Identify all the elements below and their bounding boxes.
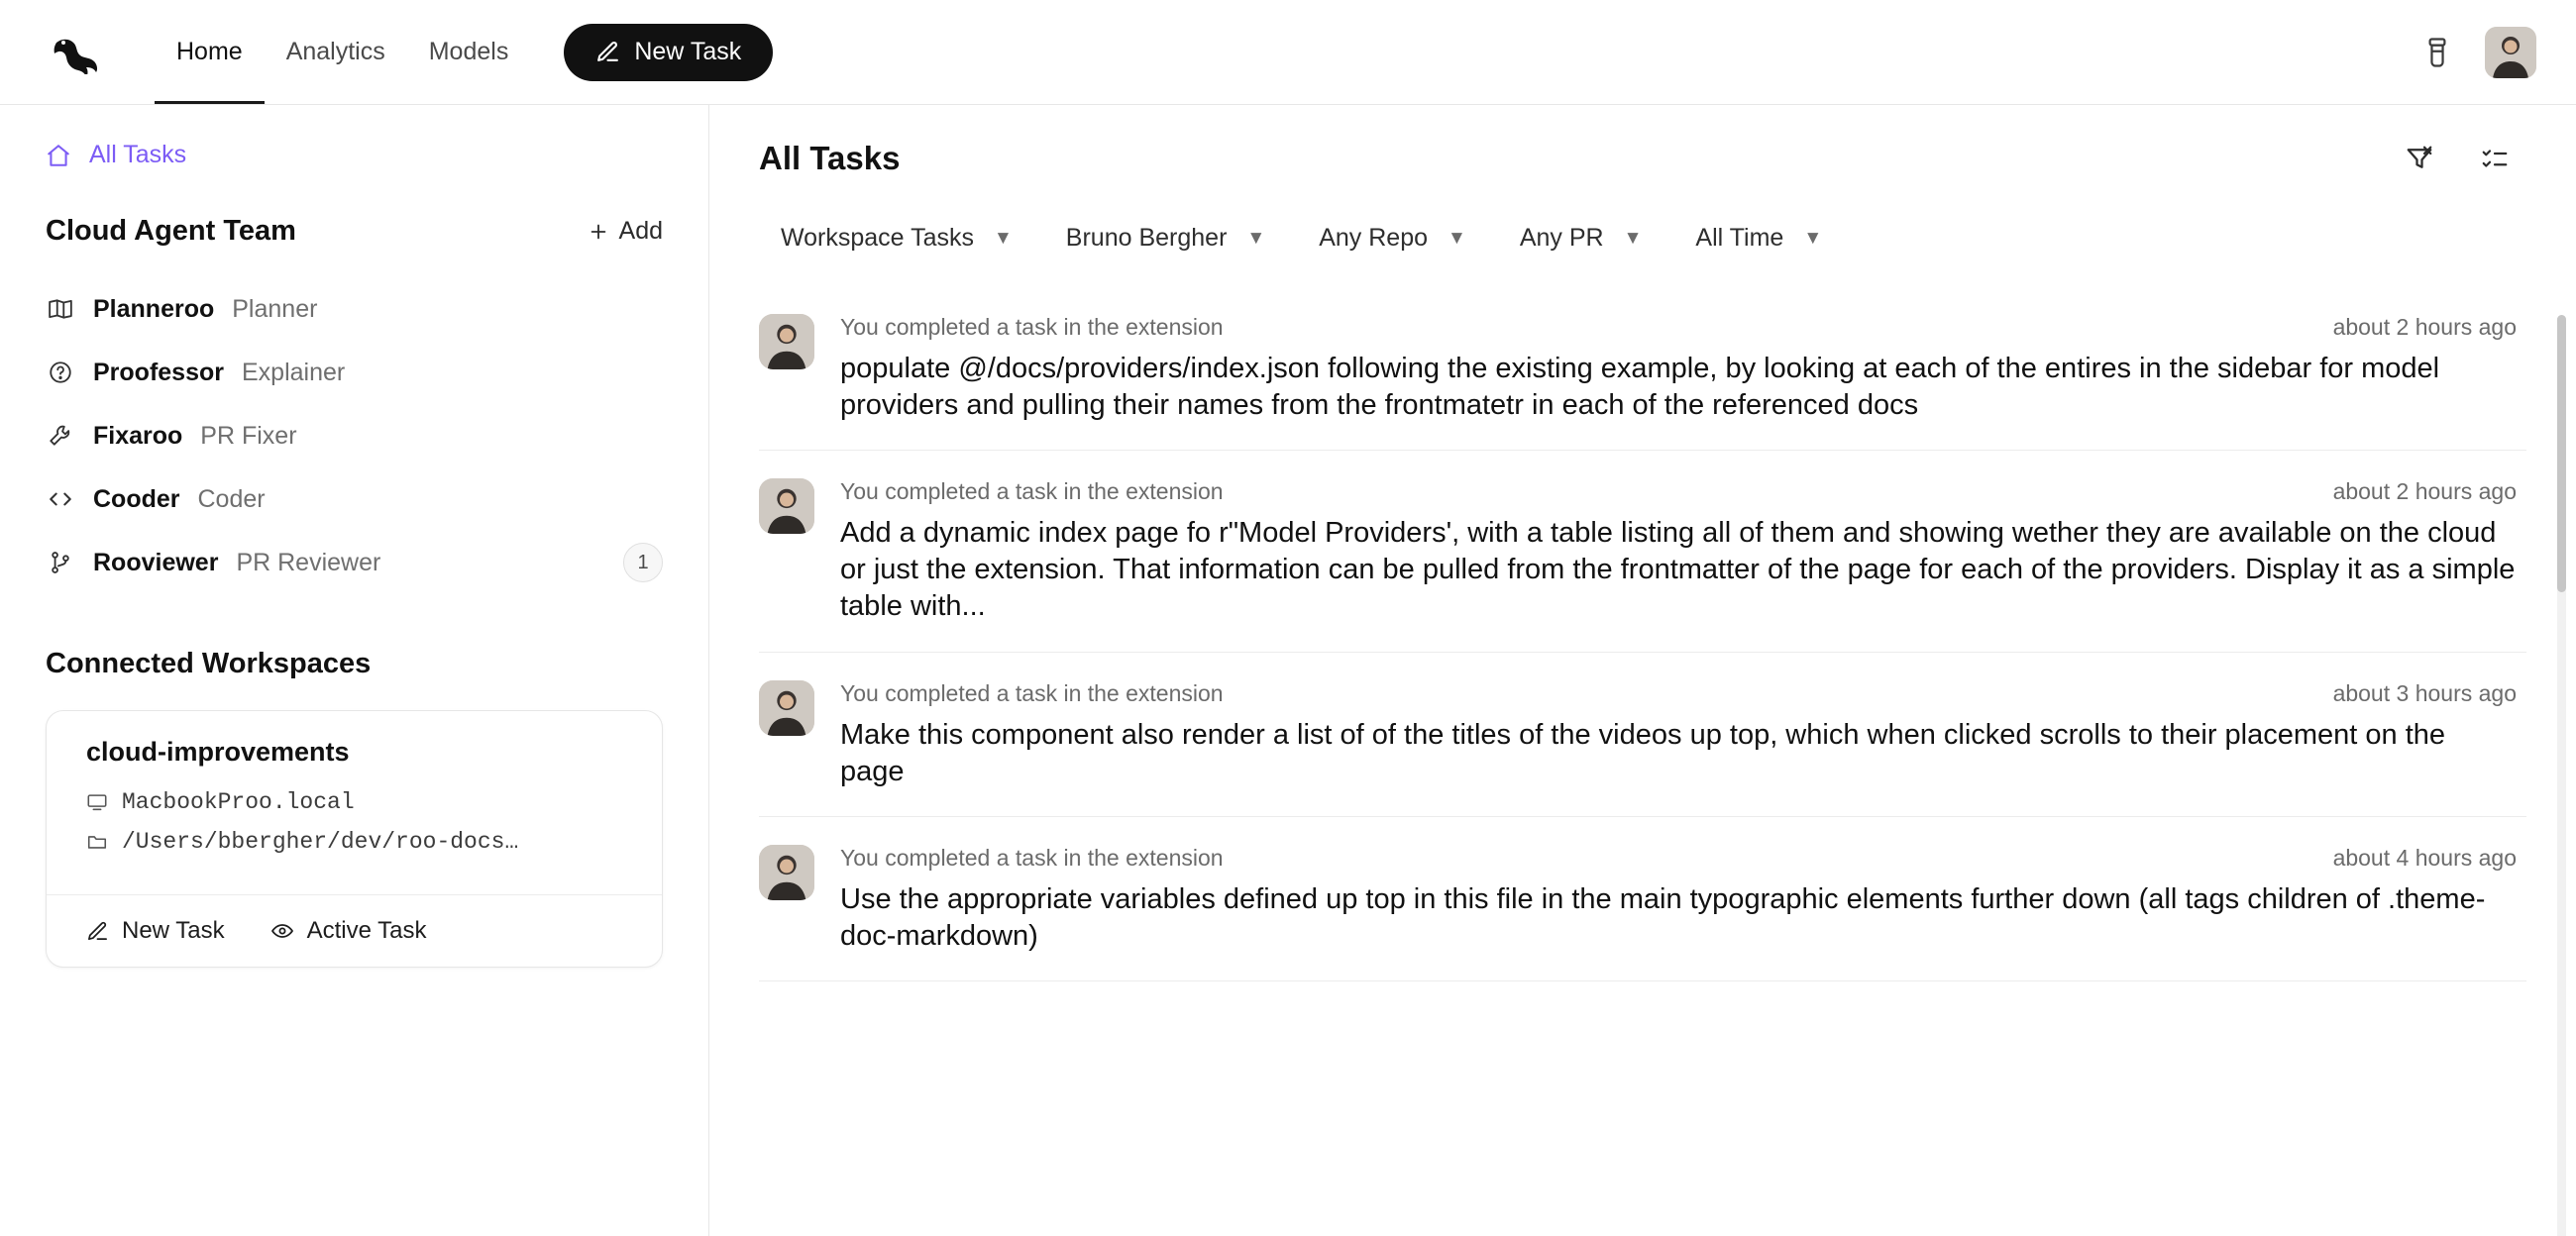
agent-name: Planneroo <box>93 294 215 323</box>
task-subtitle: You completed a task in the extension <box>840 679 1224 706</box>
compose-icon <box>595 40 620 64</box>
task-body <box>840 680 2517 790</box>
main-header <box>709 137 2576 180</box>
task-body <box>840 314 2517 424</box>
task-meta <box>840 314 2517 341</box>
chevron-down-icon: ▼ <box>993 227 1013 249</box>
user-avatar[interactable] <box>2485 27 2536 78</box>
main-header-actions <box>2398 137 2517 180</box>
book-icon <box>46 296 75 322</box>
agent-role: PR Reviewer <box>236 548 381 576</box>
nav-item-models[interactable]: Models <box>428 38 509 65</box>
task-timestamp: about 3 hours ago <box>2332 679 2517 706</box>
workspace-active-task-label: Active Task <box>306 917 427 944</box>
filter-label: Bruno Bergher <box>1065 224 1228 252</box>
task-body <box>840 478 2517 625</box>
task-body <box>840 845 2517 955</box>
sidebar-item-fixaroo[interactable] <box>46 404 663 467</box>
nav-right-actions <box>2415 27 2536 78</box>
filter-workspace-tasks[interactable] <box>759 214 1034 262</box>
workspace-card-body <box>47 711 662 894</box>
workspace-new-task-label: New Task <box>122 917 225 944</box>
task-text: Make this component also render a list of of the titles of the videos up top, which when clicked scrolls to their placement on the page <box>840 718 2446 787</box>
wrench-icon <box>46 423 75 449</box>
main-scrollbar[interactable] <box>2557 315 2566 1236</box>
avatar <box>759 478 814 534</box>
nav-item-home[interactable]: Home <box>155 0 265 104</box>
filter-pr[interactable] <box>1498 214 1664 262</box>
chevron-down-icon: ▼ <box>1803 227 1823 249</box>
home-icon <box>46 143 71 168</box>
compose-icon <box>86 920 109 943</box>
filter-label: All Time <box>1695 224 1784 252</box>
task-meta <box>840 845 2517 872</box>
sidebar-item-proofessor[interactable] <box>46 341 663 404</box>
agent-name: Cooder <box>93 484 180 513</box>
filter-time[interactable] <box>1673 214 1844 262</box>
filter-label: Any PR <box>1519 224 1604 252</box>
sidebar-item-all-tasks[interactable] <box>46 141 663 169</box>
main-nav-items <box>155 0 530 104</box>
folder-icon <box>86 831 108 853</box>
chevron-down-icon: ▼ <box>1246 227 1266 249</box>
agent-name: Proofessor <box>93 358 224 386</box>
workspace-path: /Users/bbergher/dev/roo-docs… <box>122 829 519 855</box>
sidebar-item-rooviewer[interactable] <box>46 531 663 594</box>
branch-icon <box>46 550 75 575</box>
top-navigation-bar <box>0 0 2576 105</box>
computer-icon <box>86 791 108 813</box>
table-row[interactable] <box>759 451 2526 652</box>
code-icon <box>46 486 75 512</box>
plus-icon <box>588 221 609 243</box>
workspace-name: cloud-improvements <box>86 737 350 767</box>
nav-item-analytics[interactable]: Analytics <box>285 38 385 65</box>
agent-role: Explainer <box>241 358 346 386</box>
workspace-card[interactable] <box>46 710 663 968</box>
sidebar <box>0 105 709 1236</box>
filter-user[interactable] <box>1044 214 1287 262</box>
sidebar-all-tasks-label: All Tasks <box>89 141 187 168</box>
task-timestamp: about 4 hours ago <box>2332 844 2517 871</box>
task-meta <box>840 680 2517 707</box>
new-task-button[interactable] <box>564 24 773 81</box>
question-icon <box>46 360 75 385</box>
avatar <box>759 314 814 369</box>
workspace-new-task-button[interactable] <box>86 917 225 945</box>
workspace-active-task-button[interactable] <box>270 917 427 945</box>
task-list <box>709 286 2576 981</box>
add-agent-button[interactable] <box>588 217 663 246</box>
checklist-icon[interactable] <box>2473 137 2517 180</box>
page-title: All Tasks <box>759 140 901 176</box>
agent-name: Fixaroo <box>93 421 183 450</box>
agent-role: Coder <box>197 484 266 513</box>
table-row[interactable] <box>759 286 2526 451</box>
filter-repo[interactable] <box>1297 214 1488 262</box>
agent-name: Rooviewer <box>93 548 219 576</box>
agent-role: Planner <box>232 294 318 323</box>
workspace-host: MacbookProo.local <box>122 789 355 815</box>
filter-bar <box>709 214 2576 262</box>
filter-clear-icon[interactable] <box>2398 137 2441 180</box>
task-subtitle: You completed a task in the extension <box>840 314 1224 340</box>
connected-workspaces-title: Connected Workspaces <box>46 648 372 679</box>
status-badge: 1 <box>623 543 663 582</box>
workspace-host-row <box>86 789 622 815</box>
task-subtitle: You completed a task in the extension <box>840 844 1224 871</box>
main-content <box>709 105 2576 1236</box>
workspace-card-actions <box>47 894 662 967</box>
avatar <box>759 845 814 900</box>
cloud-agent-team-title: Cloud Agent Team <box>46 215 296 247</box>
chevron-down-icon: ▼ <box>1448 227 1466 249</box>
task-timestamp: about 2 hours ago <box>2332 478 2517 505</box>
task-subtitle: You completed a task in the extension <box>840 478 1224 505</box>
cloud-agent-team-header <box>46 215 663 248</box>
kangaroo-logo-icon[interactable] <box>48 30 115 75</box>
task-text: Add a dynamic index page fo r"Model Providers', with a table listing all of them and showing wether they are available on the cloud or just the extension. That information can be pulled from the frontmatter of the page for each of the providers. Display it as a simple table with... <box>840 517 2516 623</box>
sidebar-item-cooder[interactable] <box>46 467 663 531</box>
agent-role: PR Fixer <box>200 421 297 450</box>
table-row[interactable] <box>759 653 2526 817</box>
chevron-down-icon: ▼ <box>1623 227 1643 249</box>
eye-icon <box>270 919 294 943</box>
workspace-path-row <box>86 829 622 855</box>
extension-icon[interactable] <box>2415 31 2459 74</box>
add-agent-label: Add <box>618 217 663 245</box>
filter-label: Workspace Tasks <box>781 224 974 252</box>
task-text: populate @/docs/providers/index.json following the existing example, by looking at each of the entires in the sidebar for model providers and pulling their names from the frontmatetr in each of the referenced docs <box>840 353 2440 422</box>
task-timestamp: about 2 hours ago <box>2332 314 2517 340</box>
task-text: Use the appropriate variables defined up top in this file in the main typographic elements further down (all tags children of .theme-doc-markdown) <box>840 882 2486 952</box>
task-meta <box>840 478 2517 505</box>
sidebar-item-planneroo[interactable] <box>46 277 663 341</box>
avatar <box>759 680 814 736</box>
filter-label: Any Repo <box>1319 224 1429 252</box>
main-scrollbar-thumb[interactable] <box>2557 315 2566 592</box>
table-row[interactable] <box>759 817 2526 981</box>
new-task-button-label: New Task <box>634 38 742 65</box>
